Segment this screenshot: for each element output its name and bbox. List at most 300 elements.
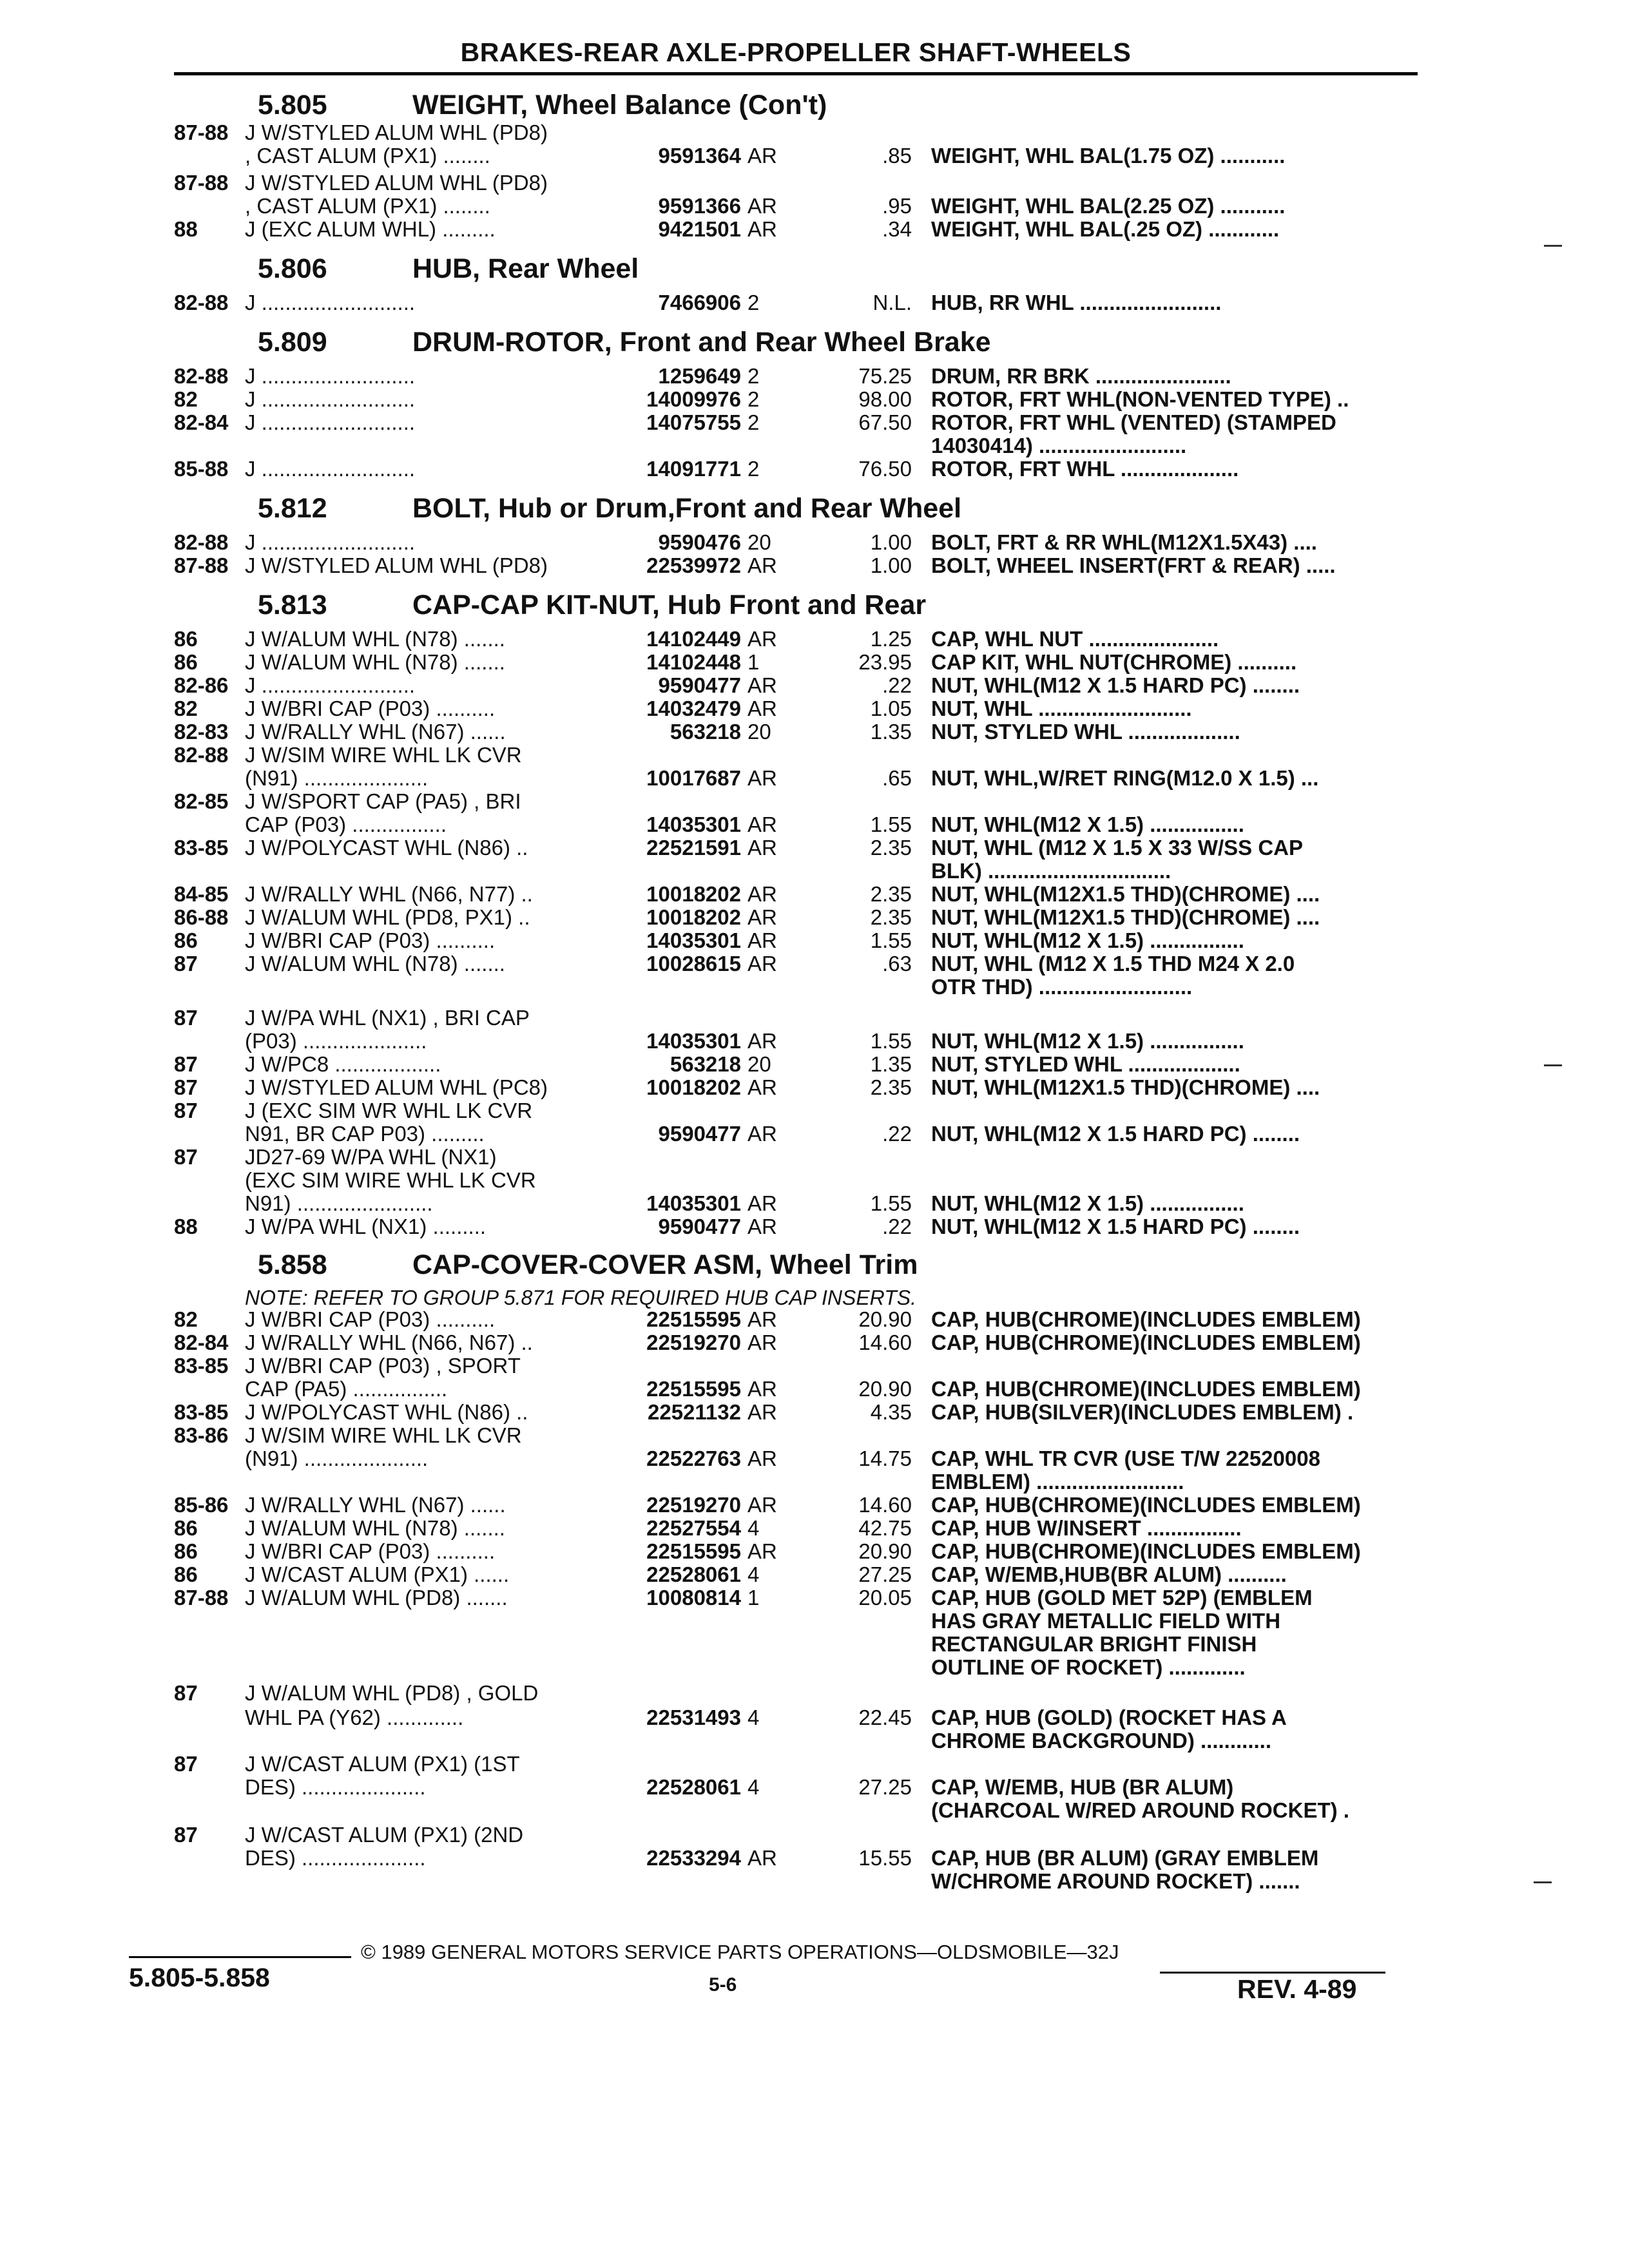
application-cell: J W/PA WHL (NX1) ......... <box>245 1215 487 1238</box>
quantity-cell: AR <box>747 1192 777 1215</box>
description-cell: CAP, HUB (GOLD MET 52P) (EMBLEM <box>931 1586 1313 1610</box>
table-row <box>0 171 1629 197</box>
part-number-cell: 22521591 <box>646 836 741 860</box>
table-row <box>0 1610 1629 1635</box>
application-cell: J W/CAST ALUM (PX1) (1ST <box>245 1753 520 1776</box>
part-number-cell: 563218 <box>670 1053 741 1076</box>
table-row <box>0 1053 1629 1079</box>
application-cell: (N91) ..................... <box>245 767 429 790</box>
table-row <box>0 1308 1629 1334</box>
description-cell: CAP, WHL TR CVR (USE T/W 22520008 <box>931 1447 1320 1470</box>
description-cell: CAP, HUB (GOLD) (ROCKET HAS A <box>931 1706 1287 1729</box>
price-cell: 2.35 <box>870 883 912 906</box>
part-number-cell: 22515595 <box>646 1308 741 1331</box>
quantity-cell: 2 <box>747 411 760 434</box>
section-number: 5.812 <box>258 493 327 524</box>
application-cell: J W/CAST ALUM (PX1) (2ND <box>245 1823 524 1847</box>
application-cell: J W/SPORT CAP (PA5) , BRI <box>245 790 521 813</box>
note-text: NOTE: REFER TO GROUP 5.871 FOR REQUIRED HUB CAP INSERTS. <box>245 1286 916 1309</box>
year-cell: 82 <box>174 388 198 411</box>
year-cell: 83-86 <box>174 1424 229 1447</box>
quantity-cell: AR <box>747 836 777 860</box>
description-cell: NUT, STYLED WHL ................... <box>931 1053 1240 1076</box>
table-row <box>0 1823 1629 1849</box>
description-cell: NUT, WHL(M12X1.5 THD)(CHROME) .... <box>931 906 1320 929</box>
description-cell: 14030414) ......................... <box>931 434 1187 457</box>
quantity-cell: AR <box>747 767 777 790</box>
description-cell: CAP, HUB W/INSERT ................ <box>931 1517 1242 1540</box>
price-cell: 42.75 <box>858 1517 912 1540</box>
description-cell: BLK) ............................... <box>931 860 1171 883</box>
description-cell: CAP, HUB (BR ALUM) (GRAY EMBLEM <box>931 1847 1319 1870</box>
quantity-cell: 1 <box>747 651 760 674</box>
year-cell: 83-85 <box>174 1354 229 1378</box>
quantity-cell: 2 <box>747 457 760 481</box>
part-number-cell: 14035301 <box>646 813 741 836</box>
section-heading <box>0 590 1629 621</box>
price-cell: .95 <box>882 195 912 218</box>
description-cell: CHROME BACKGROUND) ............ <box>931 1729 1271 1753</box>
description-cell: WEIGHT, WHL BAL(.25 OZ) ............ <box>931 218 1280 241</box>
year-cell: 82 <box>174 1308 198 1331</box>
margin-dash <box>1544 1064 1562 1066</box>
price-cell: 76.50 <box>858 457 912 481</box>
application-cell: J .......................... <box>245 411 416 434</box>
table-row <box>0 434 1629 460</box>
application-cell: J W/PA WHL (NX1) , BRI CAP <box>245 1006 530 1030</box>
application-cell: J W/STYLED ALUM WHL (PD8) <box>245 121 548 144</box>
application-cell: J W/BRI CAP (P03) .......... <box>245 1540 496 1563</box>
price-cell: .65 <box>882 767 912 790</box>
table-row <box>0 674 1629 700</box>
table-row <box>0 744 1629 769</box>
table-row <box>0 883 1629 908</box>
price-cell: 27.25 <box>858 1563 912 1586</box>
description-cell: DRUM, RR BRK ....................... <box>931 365 1231 388</box>
year-cell: 86 <box>174 1540 198 1563</box>
price-cell: 1.55 <box>870 1192 912 1215</box>
description-cell: HUB, RR WHL ........................ <box>931 291 1222 314</box>
quantity-cell: AR <box>747 1331 777 1354</box>
part-number-cell: 9591366 <box>658 195 741 218</box>
price-cell: 27.25 <box>858 1776 912 1799</box>
description-cell: NUT, WHL (M12 X 1.5 X 33 W/SS CAP <box>931 836 1304 860</box>
application-cell: J W/BRI CAP (P03) , SPORT <box>245 1354 521 1378</box>
description-cell: BOLT, FRT & RR WHL(M12X1.5X43) .... <box>931 531 1317 554</box>
table-row <box>0 388 1629 414</box>
year-cell: 82-86 <box>174 674 229 697</box>
year-cell: 87-88 <box>174 554 229 577</box>
section-title: BOLT, Hub or Drum,Front and Rear Wheel <box>412 493 962 524</box>
quantity-cell: AR <box>747 813 777 836</box>
part-number-cell: 22519270 <box>646 1331 741 1354</box>
quantity-cell: AR <box>747 1122 777 1146</box>
part-number-cell: 14009976 <box>646 388 741 411</box>
part-number-cell: 9590477 <box>658 1215 741 1238</box>
table-row <box>0 1494 1629 1519</box>
section-title: DRUM-ROTOR, Front and Rear Wheel Brake <box>412 327 991 358</box>
quantity-cell: AR <box>747 1215 777 1238</box>
year-cell: 87 <box>174 1146 198 1169</box>
application-cell: J .......................... <box>245 291 416 314</box>
application-cell: J W/CAST ALUM (PX1) ...... <box>245 1563 510 1586</box>
table-row <box>0 952 1629 978</box>
part-number-cell: 10018202 <box>646 906 741 929</box>
part-number-cell: 22528061 <box>646 1776 741 1799</box>
description-cell: CAP, HUB(SILVER)(INCLUDES EMBLEM) . <box>931 1401 1354 1424</box>
application-cell: J W/RALLY WHL (N67) ...... <box>245 1494 506 1517</box>
year-cell: 85-86 <box>174 1494 229 1517</box>
application-cell: (P03) ..................... <box>245 1030 427 1053</box>
year-cell: 82-84 <box>174 411 229 434</box>
price-cell: .22 <box>882 674 912 697</box>
application-cell: J (EXC ALUM WHL) ......... <box>245 218 496 241</box>
part-number-cell: 14032479 <box>646 697 741 720</box>
description-cell: NUT, WHL(M12 X 1.5) ................ <box>931 813 1244 836</box>
table-row <box>0 836 1629 862</box>
year-cell: 87 <box>174 1053 198 1076</box>
description-cell: CAP, HUB(CHROME)(INCLUDES EMBLEM) <box>931 1308 1361 1331</box>
table-row <box>0 1633 1629 1658</box>
quantity-cell: AR <box>747 697 777 720</box>
application-cell: J W/ALUM WHL (PD8, PX1) .. <box>245 906 530 929</box>
application-cell: J W/POLYCAST WHL (N86) .. <box>245 1401 528 1424</box>
year-cell: 82-85 <box>174 790 229 813</box>
table-row <box>0 720 1629 746</box>
year-cell: 87 <box>174 1076 198 1099</box>
table-row <box>0 1378 1629 1403</box>
table-row <box>0 1776 1629 1802</box>
part-number-cell: 14075755 <box>646 411 741 434</box>
application-cell: WHL PA (Y62) ............. <box>245 1706 464 1729</box>
price-cell: 20.90 <box>858 1378 912 1401</box>
application-cell: J .......................... <box>245 674 416 697</box>
table-row <box>0 1586 1629 1612</box>
quantity-cell: AR <box>747 1847 777 1870</box>
table-row <box>0 1122 1629 1148</box>
application-cell: J W/ALUM WHL (N78) ....... <box>245 651 505 674</box>
table-row <box>0 1706 1629 1732</box>
price-cell: 75.25 <box>858 365 912 388</box>
section-number: 5.813 <box>258 590 327 620</box>
quantity-cell: AR <box>747 906 777 929</box>
application-cell: J W/POLYCAST WHL (N86) .. <box>245 836 528 860</box>
description-cell: CAP, WHL NUT ...................... <box>931 628 1219 651</box>
description-cell: NUT, WHL(M12 X 1.5 HARD PC) ........ <box>931 1215 1300 1238</box>
table-row <box>0 1753 1629 1778</box>
part-number-cell: 22527554 <box>646 1517 741 1540</box>
table-row <box>0 1169 1629 1195</box>
part-number-cell: 9590477 <box>658 674 741 697</box>
part-number-cell: 1259649 <box>658 365 741 388</box>
table-row <box>0 1424 1629 1450</box>
part-number-cell: 14102448 <box>646 651 741 674</box>
part-number-cell: 10080814 <box>646 1586 741 1610</box>
description-cell: EMBLEM) ......................... <box>931 1470 1184 1494</box>
table-row <box>0 291 1629 317</box>
price-cell: .63 <box>882 952 912 975</box>
description-cell: NUT, WHL(M12X1.5 THD)(CHROME) .... <box>931 1076 1320 1099</box>
year-cell: 82-84 <box>174 1331 229 1354</box>
description-cell: W/CHROME AROUND ROCKET) ....... <box>931 1870 1300 1893</box>
year-cell: 87-88 <box>174 171 229 195</box>
year-cell: 87 <box>174 1682 198 1705</box>
price-cell: 67.50 <box>858 411 912 434</box>
quantity-cell: 20 <box>747 720 771 744</box>
year-cell: 87 <box>174 1823 198 1847</box>
quantity-cell: AR <box>747 952 777 975</box>
application-cell: J W/SIM WIRE WHL LK CVR <box>245 1424 522 1447</box>
description-cell: ROTOR, FRT WHL (VENTED) (STAMPED <box>931 411 1336 434</box>
part-number-cell: 14102449 <box>646 628 741 651</box>
application-cell: N91) ....................... <box>245 1192 433 1215</box>
price-cell: .34 <box>882 218 912 241</box>
application-cell: J .......................... <box>245 388 416 411</box>
application-cell: J W/ALUM WHL (N78) ....... <box>245 1517 505 1540</box>
table-row <box>0 1870 1629 1896</box>
application-cell: J W/BRI CAP (P03) .......... <box>245 697 496 720</box>
price-cell: 1.35 <box>870 720 912 744</box>
application-cell: J W/STYLED ALUM WHL (PC8) <box>245 1076 548 1099</box>
price-cell: 20.90 <box>858 1540 912 1563</box>
footer-revision: REV. 4-89 <box>1237 1974 1357 2004</box>
price-cell: 20.05 <box>858 1586 912 1610</box>
price-cell: 20.90 <box>858 1308 912 1331</box>
application-cell: J W/BRI CAP (P03) .......... <box>245 1308 496 1331</box>
application-cell: J W/RALLY WHL (N66, N67) .. <box>245 1331 533 1354</box>
year-cell: 87 <box>174 1753 198 1776</box>
section-heading <box>0 1250 1629 1281</box>
year-cell: 82-88 <box>174 531 229 554</box>
margin-dash <box>1534 1881 1552 1883</box>
section-number: 5.809 <box>258 327 327 358</box>
description-cell: OUTLINE OF ROCKET) ............. <box>931 1656 1246 1679</box>
application-cell: DES) ..................... <box>245 1847 426 1870</box>
part-number-cell: 22515595 <box>646 1378 741 1401</box>
quantity-cell: 4 <box>747 1563 760 1586</box>
quantity-cell: AR <box>747 195 777 218</box>
application-cell: J .......................... <box>245 365 416 388</box>
quantity-cell: 2 <box>747 388 760 411</box>
table-row <box>0 628 1629 653</box>
year-cell: 82-83 <box>174 720 229 744</box>
year-cell: 86 <box>174 1563 198 1586</box>
table-row <box>0 767 1629 793</box>
quantity-cell: 4 <box>747 1776 760 1799</box>
price-cell: 98.00 <box>858 388 912 411</box>
table-row <box>0 1563 1629 1589</box>
price-cell: 15.55 <box>858 1847 912 1870</box>
price-cell: 14.60 <box>858 1494 912 1517</box>
table-row <box>0 457 1629 483</box>
price-cell: 1.05 <box>870 697 912 720</box>
section-heading <box>0 327 1629 358</box>
application-cell: J W/STYLED ALUM WHL (PD8) <box>245 171 548 195</box>
quantity-cell: 20 <box>747 531 771 554</box>
part-number-cell: 22528061 <box>646 1563 741 1586</box>
year-cell: 87 <box>174 952 198 975</box>
table-row <box>0 1192 1629 1218</box>
part-number-cell: 22521132 <box>647 1401 741 1424</box>
application-cell: , CAST ALUM (PX1) ........ <box>245 144 490 168</box>
section-number: 5.805 <box>258 90 327 120</box>
description-cell: CAP KIT, WHL NUT(CHROME) .......... <box>931 651 1297 674</box>
footer-copyright: © 1989 GENERAL MOTORS SERVICE PARTS OPERATIONS—OLDSMOBILE—32J <box>361 1941 1119 1963</box>
quantity-cell: AR <box>747 554 777 577</box>
year-cell: 83-85 <box>174 1401 229 1424</box>
price-cell: 2.35 <box>870 1076 912 1099</box>
quantity-cell: AR <box>747 1401 777 1424</box>
table-row <box>0 411 1629 437</box>
quantity-cell: AR <box>747 144 777 168</box>
year-cell: 83-85 <box>174 836 229 860</box>
description-cell: CAP, HUB(CHROME)(INCLUDES EMBLEM) <box>931 1331 1361 1354</box>
year-cell: 87-88 <box>174 121 229 144</box>
table-row <box>0 790 1629 816</box>
section-heading <box>0 494 1629 524</box>
application-cell: CAP (P03) ................ <box>245 813 447 836</box>
table-row <box>0 1682 1629 1707</box>
year-cell: 87 <box>174 1006 198 1030</box>
description-cell: HAS GRAY METALLIC FIELD WITH <box>931 1610 1281 1633</box>
footer-group-range: 5.805-5.858 <box>129 1963 270 1992</box>
table-row <box>0 1354 1629 1380</box>
table-row <box>0 651 1629 677</box>
table-row <box>0 1656 1629 1682</box>
table-row <box>0 975 1629 1001</box>
price-cell: 1.35 <box>870 1053 912 1076</box>
table-row <box>0 121 1629 147</box>
description-cell: CAP, HUB(CHROME)(INCLUDES EMBLEM) <box>931 1494 1361 1517</box>
section-title: CAP-CAP KIT-NUT, Hub Front and Rear <box>412 590 927 620</box>
description-cell: NUT, WHL (M12 X 1.5 THD M24 X 2.0 <box>931 952 1295 975</box>
price-cell: .22 <box>882 1122 912 1146</box>
price-cell: 14.60 <box>858 1331 912 1354</box>
quantity-cell: AR <box>747 1076 777 1099</box>
application-cell: (N91) ..................... <box>245 1447 429 1470</box>
quantity-cell: AR <box>747 674 777 697</box>
part-number-cell: 22533294 <box>646 1847 741 1870</box>
quantity-cell: AR <box>747 883 777 906</box>
price-cell: 4.35 <box>870 1401 912 1424</box>
year-cell: 86-88 <box>174 906 229 929</box>
application-cell: CAP (PA5) ................ <box>245 1378 448 1401</box>
table-row <box>0 1799 1629 1825</box>
price-cell: 1.55 <box>870 1030 912 1053</box>
quantity-cell: 4 <box>747 1706 760 1729</box>
description-cell: CAP, W/EMB,HUB(BR ALUM) .......... <box>931 1563 1287 1586</box>
table-row <box>0 531 1629 557</box>
price-cell: 1.00 <box>870 531 912 554</box>
part-number-cell: 14035301 <box>646 929 741 952</box>
application-cell: JD27-69 W/PA WHL (NX1) <box>245 1146 497 1169</box>
application-cell: DES) ..................... <box>245 1776 426 1799</box>
price-cell: 1.00 <box>870 554 912 577</box>
table-row <box>0 1470 1629 1496</box>
footer-rule-left <box>129 1956 351 1958</box>
price-cell: 14.75 <box>858 1447 912 1470</box>
table-row <box>0 1099 1629 1125</box>
section-number: 5.806 <box>258 253 327 284</box>
section-title: HUB, Rear Wheel <box>412 253 639 284</box>
table-row <box>0 1447 1629 1473</box>
description-cell: NUT, WHL(M12X1.5 THD)(CHROME) .... <box>931 883 1320 906</box>
part-number-cell: 22522763 <box>646 1447 741 1470</box>
description-cell: NUT, WHL,W/RET RING(M12.0 X 1.5) ... <box>931 767 1319 790</box>
year-cell: 82-88 <box>174 291 229 314</box>
quantity-cell: AR <box>747 929 777 952</box>
quantity-cell: 1 <box>747 1586 760 1610</box>
section-title: CAP-COVER-COVER ASM, Wheel Trim <box>412 1249 918 1280</box>
table-row <box>0 1076 1629 1102</box>
part-number-cell: 22531493 <box>646 1706 741 1729</box>
year-cell: 82 <box>174 697 198 720</box>
year-cell: 82-88 <box>174 365 229 388</box>
application-cell: J W/STYLED ALUM WHL (PD8) <box>245 554 548 577</box>
table-row <box>0 860 1629 885</box>
price-cell: 1.55 <box>870 929 912 952</box>
price-cell: N.L. <box>872 291 912 314</box>
application-cell: N91, BR CAP P03) ......... <box>245 1122 485 1146</box>
quantity-cell: AR <box>747 1030 777 1053</box>
part-number-cell: 14035301 <box>646 1192 741 1215</box>
quantity-cell: 20 <box>747 1053 771 1076</box>
quantity-cell: AR <box>747 1308 777 1331</box>
part-number-cell: 22539972 <box>646 554 741 577</box>
description-cell: (CHARCOAL W/RED AROUND ROCKET) . <box>931 1799 1349 1822</box>
table-row <box>0 813 1629 839</box>
year-cell: 82-88 <box>174 744 229 767</box>
footer-page-number: 5-6 <box>709 1974 737 1995</box>
part-number-cell: 22519270 <box>646 1494 741 1517</box>
section-title: WEIGHT, Wheel Balance (Con't) <box>412 90 827 120</box>
year-cell: 87 <box>174 1099 198 1122</box>
application-cell: J W/ALUM WHL (N78) ....... <box>245 952 505 975</box>
price-cell: 1.55 <box>870 813 912 836</box>
description-cell: CAP, HUB(CHROME)(INCLUDES EMBLEM) <box>931 1378 1361 1401</box>
description-cell: NUT, WHL(M12 X 1.5 HARD PC) ........ <box>931 1122 1300 1146</box>
quantity-cell: AR <box>747 1540 777 1563</box>
quantity-cell: 4 <box>747 1517 760 1540</box>
part-number-cell: 14035301 <box>646 1030 741 1053</box>
year-cell: 86 <box>174 628 198 651</box>
page-header-title: BRAKES-REAR AXLE-PROPELLER SHAFT-WHEELS <box>460 37 1132 67</box>
quantity-cell: 2 <box>747 291 760 314</box>
table-row <box>0 365 1629 390</box>
price-cell: .22 <box>882 1215 912 1238</box>
price-cell: 23.95 <box>858 651 912 674</box>
table-row <box>0 1331 1629 1357</box>
table-row <box>0 1847 1629 1872</box>
description-cell: CAP, W/EMB, HUB (BR ALUM) <box>931 1776 1234 1799</box>
table-row <box>0 1030 1629 1055</box>
table-row <box>0 1540 1629 1566</box>
price-cell: .85 <box>882 144 912 168</box>
description-cell: NUT, WHL(M12 X 1.5) ................ <box>931 929 1244 952</box>
part-number-cell: 7466906 <box>658 291 741 314</box>
description-cell: BOLT, WHEEL INSERT(FRT & REAR) ..... <box>931 554 1336 577</box>
table-row <box>0 1006 1629 1032</box>
description-cell: WEIGHT, WHL BAL(1.75 OZ) ........... <box>931 144 1286 168</box>
table-row <box>0 1517 1629 1542</box>
table-row <box>0 906 1629 932</box>
description-cell: ROTOR, FRT WHL(NON-VENTED TYPE) .. <box>931 388 1349 411</box>
year-cell: 86 <box>174 651 198 674</box>
part-number-cell: 9591364 <box>658 144 741 168</box>
table-row <box>0 554 1629 580</box>
quantity-cell: AR <box>747 628 777 651</box>
description-cell: NUT, WHL(M12 X 1.5 HARD PC) ........ <box>931 674 1300 697</box>
